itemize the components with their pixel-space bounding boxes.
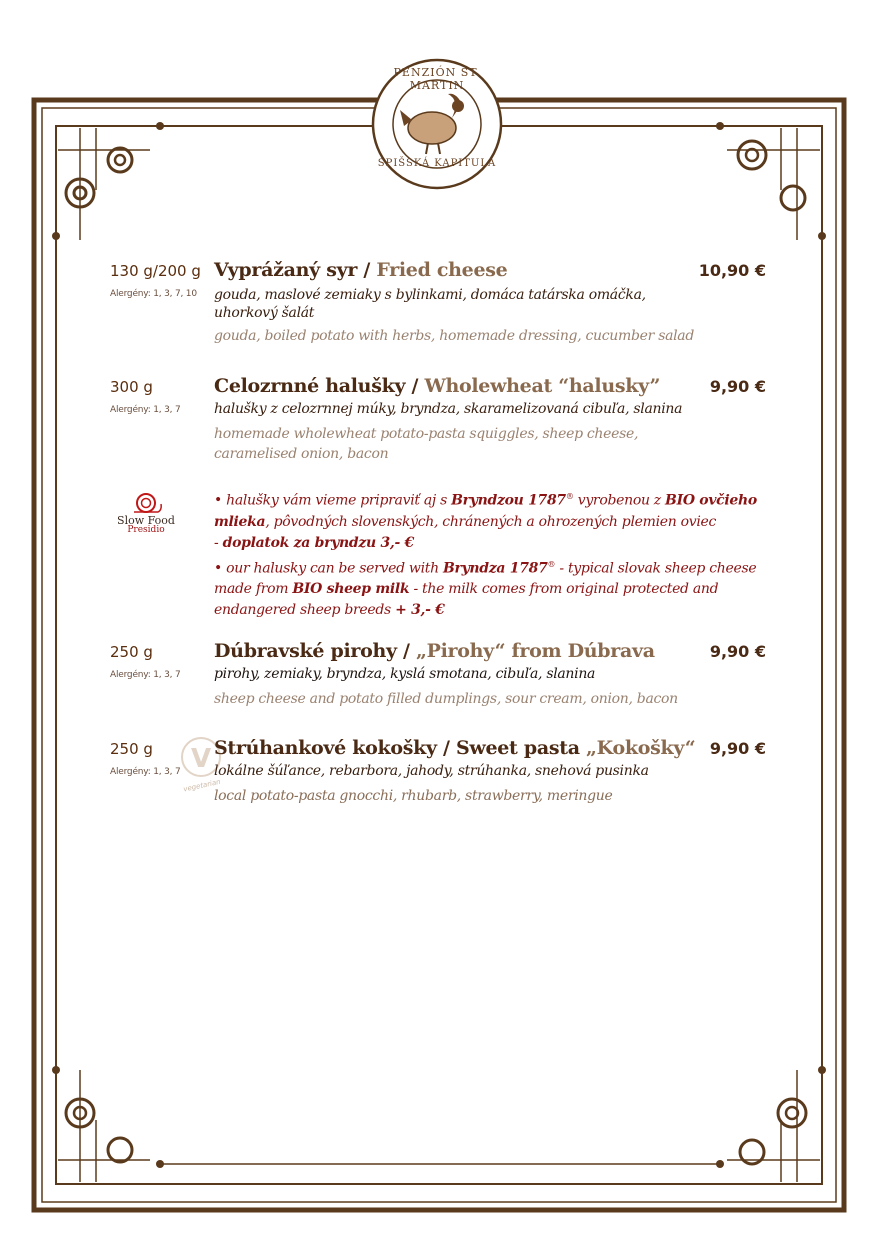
item-desc-sk: lokálne šúľance, rebarbora, jahody, strúhanka, snehová pusinka: [214, 763, 649, 779]
logo-top-text: PENZIÓN ST. MARTIN: [393, 66, 481, 92]
item-desc-en: homemade wholewheat potato-pasta squiggles, sheep cheese, caramelised onion, bacon: [214, 426, 639, 462]
note-sk: • halušky vám vieme pripraviť aj s Bryndzou 1787® vyrobenou z BIO ovčieho mlieka, pôvodných slovenských, chránených a ohrozených plemien oviec - doplatok za bryndzu 3,- €: [214, 492, 757, 551]
item-weight: 130 g/200 g: [110, 262, 201, 280]
menu-item: [110, 259, 770, 352]
snail-icon: [128, 490, 164, 516]
note-en: • our halusky can be served with Bryndza 1787® - typical slovak sheep cheese made from BIO sheep milk - the milk comes from original protected and endangered sheep breeds + 3,- €: [214, 559, 757, 619]
item-desc-sk: pirohy, zemiaky, bryndza, kyslá smotana, cibuľa, slanina: [214, 666, 596, 682]
svg-text:V: V: [190, 744, 212, 774]
item-title: Strúhankové kokošky / Sweet pasta „Kokošky“: [214, 737, 696, 759]
item-price: 10,90 €: [698, 261, 766, 280]
item-price: 9,90 €: [709, 739, 766, 758]
vegetarian-label: vegetarian: [182, 777, 222, 794]
menu-item: [110, 375, 770, 468]
item-allergens: Alergény: 1, 3, 7: [110, 767, 181, 777]
item-allergens: Alergény: 1, 3, 7, 10: [110, 289, 197, 299]
item-allergens: Alergény: 1, 3, 7: [110, 405, 181, 415]
item-desc-sk: gouda, maslové zemiaky s bylinkami, domáca tatárska omáčka, uhorkový šalát: [214, 287, 646, 321]
item-desc-en: gouda, boiled potato with herbs, homemade dressing, cucumber salad: [214, 328, 695, 344]
item-desc-sk: halušky z celozrnnej múky, bryndza, skaramelizovaná cibuľa, slanina: [214, 401, 683, 417]
slow-food-name: Slow Food: [117, 514, 175, 527]
slow-food-logo: [106, 490, 186, 535]
slow-food-sub: Presidio: [127, 525, 165, 535]
item-desc-en: sheep cheese and potato filled dumplings, sour cream, onion, bacon: [214, 691, 678, 707]
item-desc-en: local potato-pasta gnocchi, rhubarb, strawberry, meringue: [214, 788, 613, 804]
item-weight: 300 g: [110, 378, 153, 396]
item-allergens: Alergény: 1, 3, 7: [110, 670, 181, 680]
item-title: Dúbravské pirohy / „Pirohy“ from Dúbrava: [214, 640, 655, 662]
menu-item: [110, 737, 770, 810]
item-weight: 250 g: [110, 740, 153, 758]
item-title: Celozrnné halušky / Wholewheat “halusky”: [214, 375, 661, 397]
item-price: 9,90 €: [709, 377, 766, 396]
item-price: 9,90 €: [709, 642, 766, 661]
menu-item: [110, 640, 770, 713]
item-title: Vyprážaný syr / Fried cheese: [214, 259, 508, 281]
bryndza-note: [214, 486, 774, 621]
logo-bottom-text: SPIŠSKÁ KAPITULA: [377, 158, 497, 169]
item-weight: 250 g: [110, 643, 153, 661]
